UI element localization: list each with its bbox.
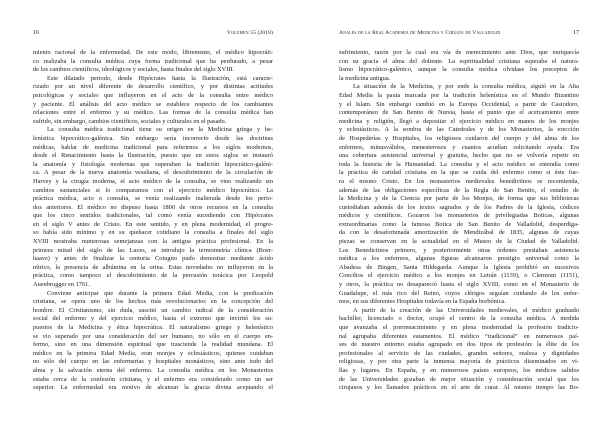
- text-line: Concilios el ejercicio médico a los monjes en Letrán (1139), o Clermont (1151),: [339, 272, 579, 280]
- text-line: religiosas, y por otra parte la inmensa mayoría de prácticos diseminados en vi-: [339, 358, 579, 366]
- text-line: fermo, sino en una dimensión espiritual que trasciende la realidad mundana. El: [33, 341, 273, 349]
- text-line: enfermos, minusválidos, menesterosos y cuantos acudían solicitando ayuda. Era: [339, 143, 579, 151]
- text-line: de las Universidades gozaban de mejor situación y consideración social que los: [339, 375, 579, 383]
- text-line: Harvey y la cirugía moderna, el acto médico de la consulta, se vino realizando sin: [33, 177, 273, 185]
- text-line: piezas se conservan en la actualidad en el Museo de la Ciudad de Valladolid.: [339, 238, 579, 246]
- text-line: co realizaba la consulta médica cuya forma tradicional que ha perdurado, a pesar: [33, 57, 273, 65]
- text-line: da con la desafortunada amortización de Mendizábal de 1835, algunas de cuyas: [339, 229, 579, 237]
- text-line: La consulta médica tradicional tiene su origen en la Medicina griega y he-: [47, 126, 273, 134]
- text-line: toda la historia de la Humanidad. La consulta y el acto médico se entendía como: [339, 160, 579, 168]
- text-line: cambios sustanciales si lo comparamos con el ejercicio médico hipocrático. La: [33, 186, 273, 194]
- text-line: sufrido, sin embargo, cambios científicos, sociales y culturales en el pasado.: [33, 117, 227, 125]
- text-line: puestos de la Medicina y ética hipocrática. El naturalismo griego y helenístico: [33, 324, 273, 331]
- text-line: ra el mismo Cristo. En los monasterios medievales benedictinos se recomienda,: [339, 177, 579, 185]
- running-head: Anales de la Real Academia de Medicina y Cirugía de Valladolid: [339, 30, 501, 36]
- page-header: [33, 29, 273, 38]
- text-line: haave) y antes de finalizar la centuria Cotugno pudo demostrar mediante ácido: [33, 255, 273, 263]
- text-line: relaciones entre el enfermo y su médico. Las formas de la consulta médica han: [33, 109, 273, 117]
- text-line: XVIII mostraba numerosas semejanzas con la antigua práctica profesional. En la: [33, 238, 273, 246]
- text-line: médico en la primera Edad Media, eran monjes y eclesiásticos, quienes cuidaban: [33, 349, 273, 357]
- text-line: que los cinco sentidos tradicionales, tal como venía sucediendo con Hipócrates: [33, 212, 273, 220]
- text-line: profesionales al servicio de las ciudades, grandes señores, realeza y dignidades: [339, 349, 579, 357]
- page-number: 17: [573, 30, 579, 36]
- text-line: y el Islam. Sin embargo cambió en la Europa Occidental, a partir de Casiodoro,: [339, 100, 579, 108]
- text-line: nítrico, la presencia de albúmina en la orina. Estas novedades no influyeron en la: [33, 263, 273, 271]
- text-line: Edad Media la pauta marcada por la tradición helenística en el Mundo Bizantino: [339, 91, 579, 99]
- text-line: no sólo del cuerpo en las enfermerías y hospitales monásticos, sino ante todo del: [33, 358, 273, 366]
- text-line: dos anteriores. El médico no dispuso hasta 1800 de otros recursos en la consulta: [33, 203, 273, 211]
- text-line: y otros, la práctica no desapareció hasta el siglo XVIII, como en el Monasterio de: [339, 281, 579, 289]
- text-line: mos, en sus diferentes Hospitales todavía en la España borbónica.: [339, 298, 506, 306]
- text-line: cristiana, se opera uno de los hechos más revolucionarios en la concepción del: [33, 298, 273, 306]
- text-line: llas y lugares. En España, y en numerosos países europeos, los médicos salidos: [339, 366, 579, 374]
- body-text: [33, 49, 273, 393]
- text-line: medicina y religión, llegó a depositar el ejercicio médico en manos de los monjes: [339, 117, 579, 125]
- body-text: [339, 49, 579, 393]
- text-line: psicológicas y sociales que influyeron en el acto de la consulta entre médico: [33, 91, 273, 99]
- text-line: hombre. El Cristianismo, sin duda, suscitó un cambio radical de la consideración: [33, 306, 273, 314]
- text-line: ca. A pesar de la nueva anatomía vesaliana, el descubrimiento de la circulación de: [33, 169, 273, 177]
- text-line: rizado por un nivel diferente de desarrollo científico, y por distintas actitudes: [33, 83, 273, 91]
- text-line: contemporáneo de San Benito de Nursia, hasta el punto que el acercamiento entre: [339, 109, 579, 117]
- text-line: ses de nuestro entorno estaba agrupado en dos tipos de profesión: la élite de los: [339, 341, 579, 349]
- text-line: que avanzaba el prerrenacimiento y en plena modernidad la profesión tradicio-: [339, 324, 579, 331]
- text-line: en el siglo V antes de Cristo. En este sentido, y en plena modernidad, el progre-: [33, 220, 273, 228]
- text-line: práctica, como tampoco el descubrimiento de la percusión torácica por Leopold: [33, 272, 273, 280]
- text-line: médica a los enfermos, algunas figuras alcanzaron prestigio universal como la: [339, 255, 579, 263]
- page-header: [339, 29, 579, 38]
- text-line: y paciente. El análisis del acto médico se establece respecto de los cambiantes: [33, 100, 273, 108]
- text-line: sufrimiento, razón por la cual era vía de merecimiento ante Dios, que enriquecía: [339, 49, 579, 56]
- text-line: Este dilatado periodo, desde Hipócrates hasta la Ilustración, está caracte-: [47, 74, 273, 82]
- paragraph: [33, 126, 273, 289]
- text-line: práctica médica, acto o consulta, se venía realizando inalterada desde los perio-: [33, 195, 273, 203]
- text-line: La situación de la Medicina, y por ende la consulta médica, siguió en la Alta: [353, 83, 579, 91]
- paragraph: [339, 307, 579, 393]
- text-line: lismo hipocrático-galénico, aunque la consulta médica olvidase los preceptos de: [339, 66, 579, 74]
- text-line: de los cambios científicos, ideológicos y sociales, hasta finales del siglo XVIII.: [33, 66, 235, 74]
- text-line: lenística hipocrático-galénica. Sin embargo sería incorrecto desde las doctrinas: [33, 134, 273, 142]
- text-line: Los Benedictinos primero, y posteriormente otras órdenes prestaban asistencia: [339, 246, 579, 254]
- text-line: primera mitad del siglo de las Luces, se introdujo la termometría clínica (Boer-: [33, 246, 273, 254]
- text-line: custodiaban además de los textos sagrados y de los Padres de la Iglesia, códices: [339, 203, 579, 211]
- text-line: Auenbrugger en 1761.: [33, 281, 90, 289]
- text-line: bachiller, licenciado o doctor, ocupó el centro de la consulta médica. A medida: [339, 315, 579, 323]
- paragraph: [33, 49, 273, 75]
- running-head: Volumen 55 (2018): [226, 30, 273, 36]
- text-line: Guadalupe, el más rico del Reino, cuyos clérigos seguían cuidando de los enfer-: [339, 289, 579, 297]
- text-line: so había sido mínimo y en su quehacer cotidiano la consulta a finales del siglo: [33, 229, 273, 237]
- text-line: se vio superado por una consideración del ser humano, no sólo en el cuerpo en-: [33, 332, 273, 340]
- text-line: miento racional de la enfermedad. De este modo, libremente, el médico hipocráti-: [33, 49, 273, 56]
- text-line: nal agrupaba diferentes estamentos. El médico “tradicional” en numerosos paí-: [339, 332, 579, 340]
- text-line: alma y la salvación eterna del enfermo. La consulta médica en los Monasterios: [33, 366, 273, 374]
- text-line: y eclesiásticos. A la sombra de las Catedrales y de los Monasterios, la erección: [339, 126, 579, 134]
- text-line: extraordinarias como la famosa Botica de San Benito de Valladolid, desperdiga-: [339, 220, 579, 228]
- paragraph: [33, 290, 273, 393]
- paragraph: [339, 49, 579, 83]
- text-line: la anatomía y fisiología modernas que superaban la tradición hipocrático-galéni-: [33, 160, 273, 168]
- text-line: social del enfermo y del ejercicio médico, hasta el extremo que invirtió los su-: [33, 315, 273, 323]
- text-line: Conviene anticipar que durante la primera Edad Media, con la predicación: [47, 289, 273, 297]
- text-line: con su gracia el alma del doliente. La espiritualidad cristiana superaba el natura-: [339, 57, 579, 65]
- text-line: Abadesa de Bingen, Santa Hildegarda. Aunque la Iglesia prohibió en sucesivos: [339, 263, 579, 271]
- text-line: de Hospederías y Hospitales, los religiosos cuidaron del cuerpo y del alma de los: [339, 134, 579, 142]
- text-line: además de las obligaciones específicas de la Regla de San Benito, el estudio de: [339, 186, 579, 194]
- text-line: la práctica de caridad cristiana en la que se cuida del enfermo como si éste fue-: [339, 169, 579, 177]
- text-line: médicos y científicos. Gozaron los monasterios de privilegiadas Boticas, algunas: [339, 212, 579, 220]
- text-line: cirujanos y los llamados prácticos en el arte de curar. Al mismo tiempo las Bo-: [339, 384, 579, 392]
- text-line: médicas, hablar de medicina tradicional para referirnos a los siglos modernos,: [33, 143, 273, 151]
- left-page: [33, 0, 273, 423]
- text-line: la medicina antigua.: [339, 74, 391, 82]
- text-line: desde el Renacimiento hasta la Ilustración, puesto que en estos siglos se instauró: [33, 152, 273, 160]
- text-line: la Medicina y de la Ciencia por parte de los Monjes, de forma que sus bibliotecas: [339, 195, 579, 203]
- paragraph: [33, 75, 273, 127]
- right-page: [339, 0, 579, 423]
- text-line: estaba cerca de la confesión cristiana, y el enfermo era considerado como un ser: [33, 375, 273, 383]
- page-number: 16: [33, 30, 39, 36]
- text-line: A partir de la creación de las Universidades medievales, el médico graduado: [353, 306, 579, 314]
- paragraph: [339, 83, 579, 306]
- text-line: superior. La enfermedad era motivo de alcanzar la gracia divina aceptando el: [33, 384, 273, 392]
- text-line: una cobertura asistencial universal y gratuita, hecho que no se volvería repetir en: [339, 152, 579, 160]
